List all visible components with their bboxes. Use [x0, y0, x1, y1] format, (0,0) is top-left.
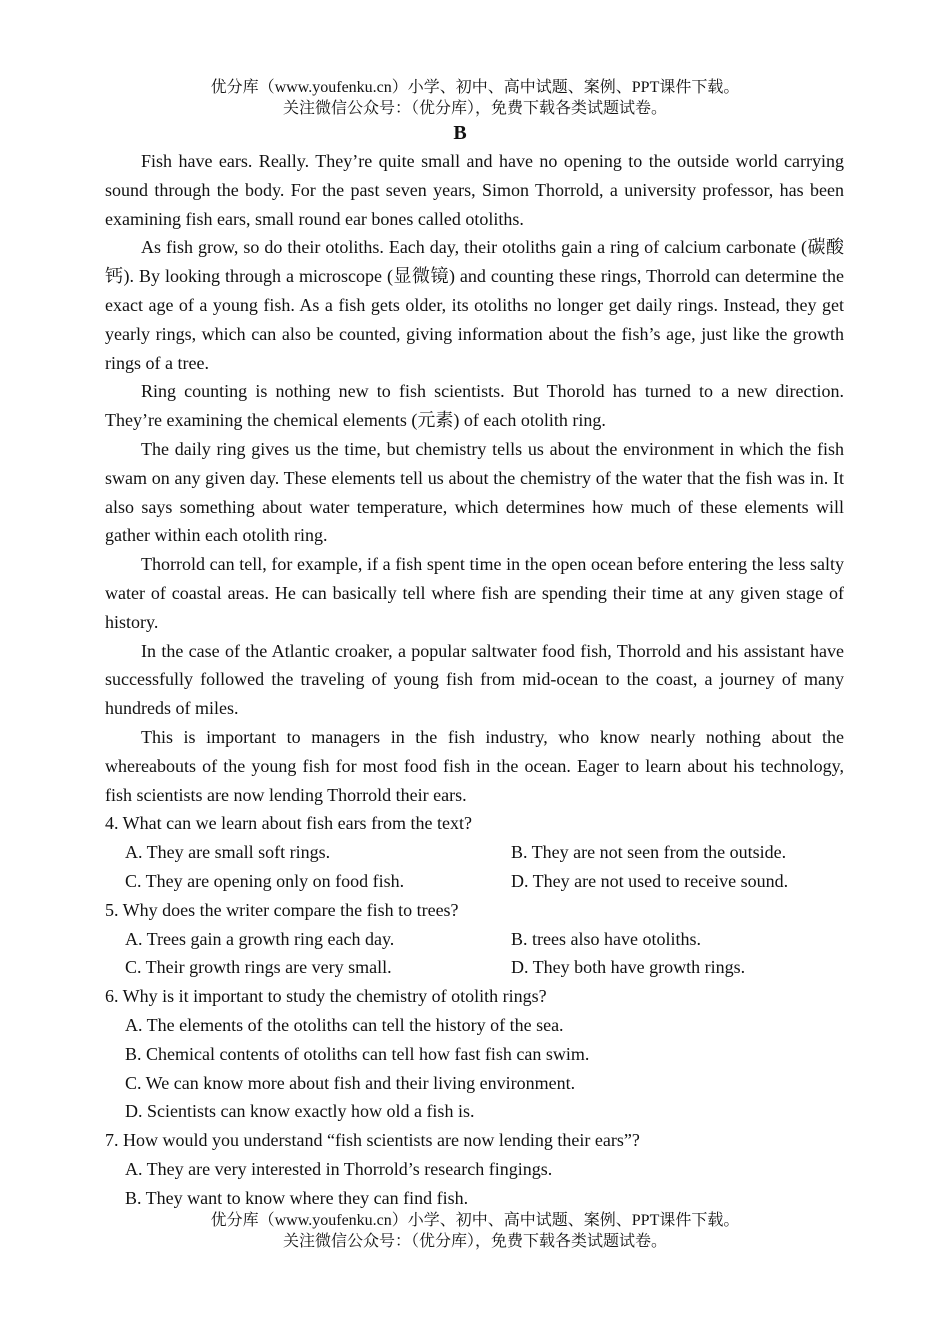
- passage-paragraph: Thorrold can tell, for example, if a fish spent time in the open ocean before entering the less salty water of coastal areas. He can basically tell where fish are spending their time at any given stage of history.: [105, 554, 844, 632]
- document-body: [105, 147, 844, 1212]
- option-b: B. They want to know where they can find fish.: [125, 1187, 469, 1208]
- passage-paragraph: Ring counting is nothing new to fish scientists. But Thorold has turned to a new direction. They’re examining the chemical elements (元素) of each otolith ring.: [105, 381, 844, 431]
- option-d: D. They both have growth rings.: [511, 957, 746, 978]
- question-6: [105, 982, 844, 1126]
- question-stem: 5. Why does the writer compare the fish to trees?: [105, 899, 459, 920]
- header-line-1: 优分库（www.youfenku.cn）小学、初中、高中试题、案例、PPT课件下载。: [210, 79, 740, 96]
- passage-paragraph: Fish have ears. Really. They’re quite small and have no opening to the outside world carrying sound through the body. For the past seven years, Simon Thorrold, a university professor, has been examining fish ears, small round ear bones called otoliths.: [105, 151, 844, 229]
- question-5: [105, 896, 844, 982]
- option-c: C. Their growth rings are very small.: [125, 957, 392, 978]
- option-a: A. Trees gain a growth ring each day.: [125, 928, 395, 949]
- option-c: C. We can know more about fish and their living environment.: [125, 1072, 576, 1093]
- question-stem: 7. How would you understand “fish scientists are now lending their ears”?: [105, 1130, 640, 1151]
- option-b: B. They are not seen from the outside.: [511, 842, 787, 863]
- question-4: [105, 809, 844, 895]
- page-header: [0, 77, 950, 119]
- passage-paragraph: This is important to managers in the fish industry, who know nearly nothing about the whereabouts of the young fish for most food fish in the ocean. Eager to learn about his technology, fish scientists are now lending Thorrold their ears.: [105, 726, 844, 805]
- option-b: B. Chemical contents of otoliths can tell how fast fish can swim.: [125, 1043, 590, 1064]
- option-d: D. They are not used to receive sound.: [511, 870, 789, 891]
- passage-paragraph: The daily ring gives us the time, but chemistry tells us about the environment in which the fish swam on any given day. These elements tell us about the chemistry of the water that the fish was in. It also says something about water temperature, which determines how much of these elements will gather within each otolith ring.: [105, 438, 844, 546]
- question-7: [105, 1126, 844, 1212]
- section-title: B: [453, 122, 467, 144]
- option-d: D. Scientists can know exactly how old a fish is.: [125, 1101, 475, 1122]
- passage-paragraph: In the case of the Atlantic croaker, a popular saltwater food fish, Thorrold and his assistant have successfully followed the traveling of young fish from mid-ocean to the coast, a journey of many hundreds of miles.: [105, 640, 844, 719]
- footer-line-1: 优分库（www.youfenku.cn）小学、初中、高中试题、案例、PPT课件下载。: [210, 1212, 740, 1229]
- option-a: A. The elements of the otoliths can tell the history of the sea.: [125, 1014, 564, 1035]
- option-a: A. They are small soft rings.: [125, 842, 331, 863]
- question-stem: 4. What can we learn about fish ears from the text?: [105, 813, 473, 834]
- option-a: A. They are very interested in Thorrold’s research fingings.: [125, 1158, 553, 1179]
- option-c: C. They are opening only on food fish.: [125, 870, 405, 891]
- option-b: B. trees also have otoliths.: [511, 928, 701, 949]
- footer-line-2: 关注微信公众号：（优分库），免费下载各类试题试卷。: [282, 1233, 667, 1250]
- page-footer: [0, 1210, 950, 1252]
- passage-paragraph: As fish grow, so do their otoliths. Each day, their otoliths gain a ring of calcium carbonate (碳酸钙). By looking through a microscope (显微镜) and counting these rings, Thorrold can determine the exact age of a young fish. As a fish gets older, its otoliths no longer get daily rings. Instead, they get yearly rings, which can also be counted, giving information about the fish’s age, just like the growth rings of a tree.: [105, 237, 844, 373]
- header-line-2: 关注微信公众号：（优分库），免费下载各类试题试卷。: [282, 100, 667, 117]
- question-stem: 6. Why is it important to study the chemistry of otolith rings?: [105, 986, 547, 1007]
